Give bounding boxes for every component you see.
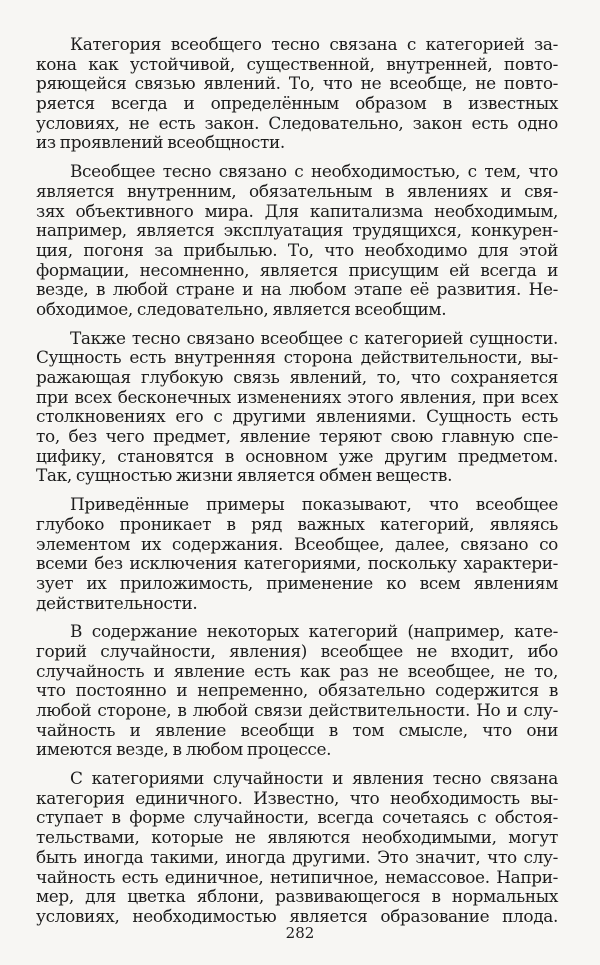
text-line: Сущность есть внутренняя сторона действительности, вы- — [36, 347, 558, 368]
text-line: Категория всеобщего тесно связана с категорией за- — [70, 34, 558, 54]
text-line: категория единичного. Известно, что необходимость вы- — [36, 787, 558, 808]
text-line: зует их приложимость, применение ко всем явлениям — [36, 572, 558, 593]
text-line: чайность и явление всеобщи в том смысле, что они — [36, 719, 558, 740]
paragraph — [36, 769, 558, 927]
text-line: из проявлений всеобщности. — [36, 132, 285, 153]
text-line: всеми без исключения категориями, поскольку характери- — [36, 553, 558, 574]
paragraph — [36, 329, 558, 487]
text-line: является внутренним, обязательным в явлениях и свя- — [36, 180, 558, 201]
page-number: 282 — [285, 924, 315, 942]
text-line: быть иногда такими, иногда другими. Это значит, что слу- — [36, 846, 558, 867]
text-line: цифику, становятся в основном уже другим предметом. — [36, 445, 558, 466]
text-line: обходимое, следовательно, является всеобщим. — [36, 298, 447, 319]
text-line: Всеобщее тесно связано с необходимостью, с тем, что — [70, 161, 558, 182]
text-line: мер, для цветка яблони, развивающегося в нормальных — [36, 886, 558, 907]
text-line: элементом их содержания. Всеобщее, далее, связано со — [36, 533, 558, 554]
text-line: действительности. — [36, 592, 198, 613]
text-line: столкновениях его с другими явлениями. Сущность есть — [36, 406, 558, 427]
text-line: везде, в любой стране и на любом этапе её развития. Не- — [36, 279, 558, 300]
text-line: ступает в форме случайности, всегда сочетаясь с обстоя- — [36, 807, 558, 828]
text-line: тельствами, которые не являются необходимыми, могут — [36, 827, 558, 848]
text-line: горий случайности, явления) всеобщее не входит, ибо — [36, 640, 558, 661]
text-line: зях объективного мира. Для капитализма необходимым, — [36, 200, 558, 221]
page-body — [36, 35, 558, 927]
text-line: при всех бесконечных изменениях этого явления, при всех — [36, 386, 558, 407]
text-line: например, является эксплуатация трудящихся, конкурен- — [36, 220, 558, 241]
text-line: формации, несомненно, является присущим ей всегда и — [36, 259, 558, 280]
text-line: то, без чего предмет, явление теряют свою главную спе- — [36, 426, 558, 447]
text-line: Приведённые примеры показывают, что всеобщее — [70, 494, 558, 515]
text-line: В содержание некоторых категорий (например, кате- — [70, 621, 558, 642]
text-line: ражающая глубокую связь явлений, то, что сохраняется — [36, 367, 558, 387]
text-line: условиях, не есть закон. Следовательно, закон есть одно — [36, 112, 558, 133]
text-line: Так, сущностью жизни является обмен веществ. — [36, 465, 453, 486]
text-line: чайность есть единичное, нетипичное, немассовое. Напри- — [36, 866, 558, 887]
text-line: ряется всегда и определённым образом в известных — [36, 93, 558, 114]
paragraph — [36, 35, 558, 153]
text-line: кона как устойчивой, существенной, внутренней, повто- — [36, 53, 558, 74]
paragraph — [36, 162, 558, 320]
text-line: случайность и явление есть как раз не всеобщее, не то, — [36, 660, 558, 681]
text-line: ряющейся связью явлений. То, что не всеобще, не повто- — [36, 73, 558, 94]
text-line: Также тесно связано всеобщее с категорией сущности. — [70, 327, 558, 348]
text-line: имеются везде, в любом процессе. — [36, 739, 332, 760]
text-line: условиях, необходимостью является образование плода. — [36, 905, 558, 926]
paragraph — [36, 622, 558, 760]
paragraph — [36, 495, 558, 613]
text-line: что постоянно и непременно, обязательно содержится в — [36, 680, 558, 701]
text-line: С категориями случайности и явления тесно связана — [70, 768, 558, 789]
text-line: глубоко проникает в ряд важных категорий, являясь — [36, 513, 558, 534]
text-line: ция, погоня за прибылью. То, что необходимо для этой — [36, 239, 558, 260]
text-line: любой стороне, в любой связи действительности. Но и слу- — [36, 700, 558, 720]
